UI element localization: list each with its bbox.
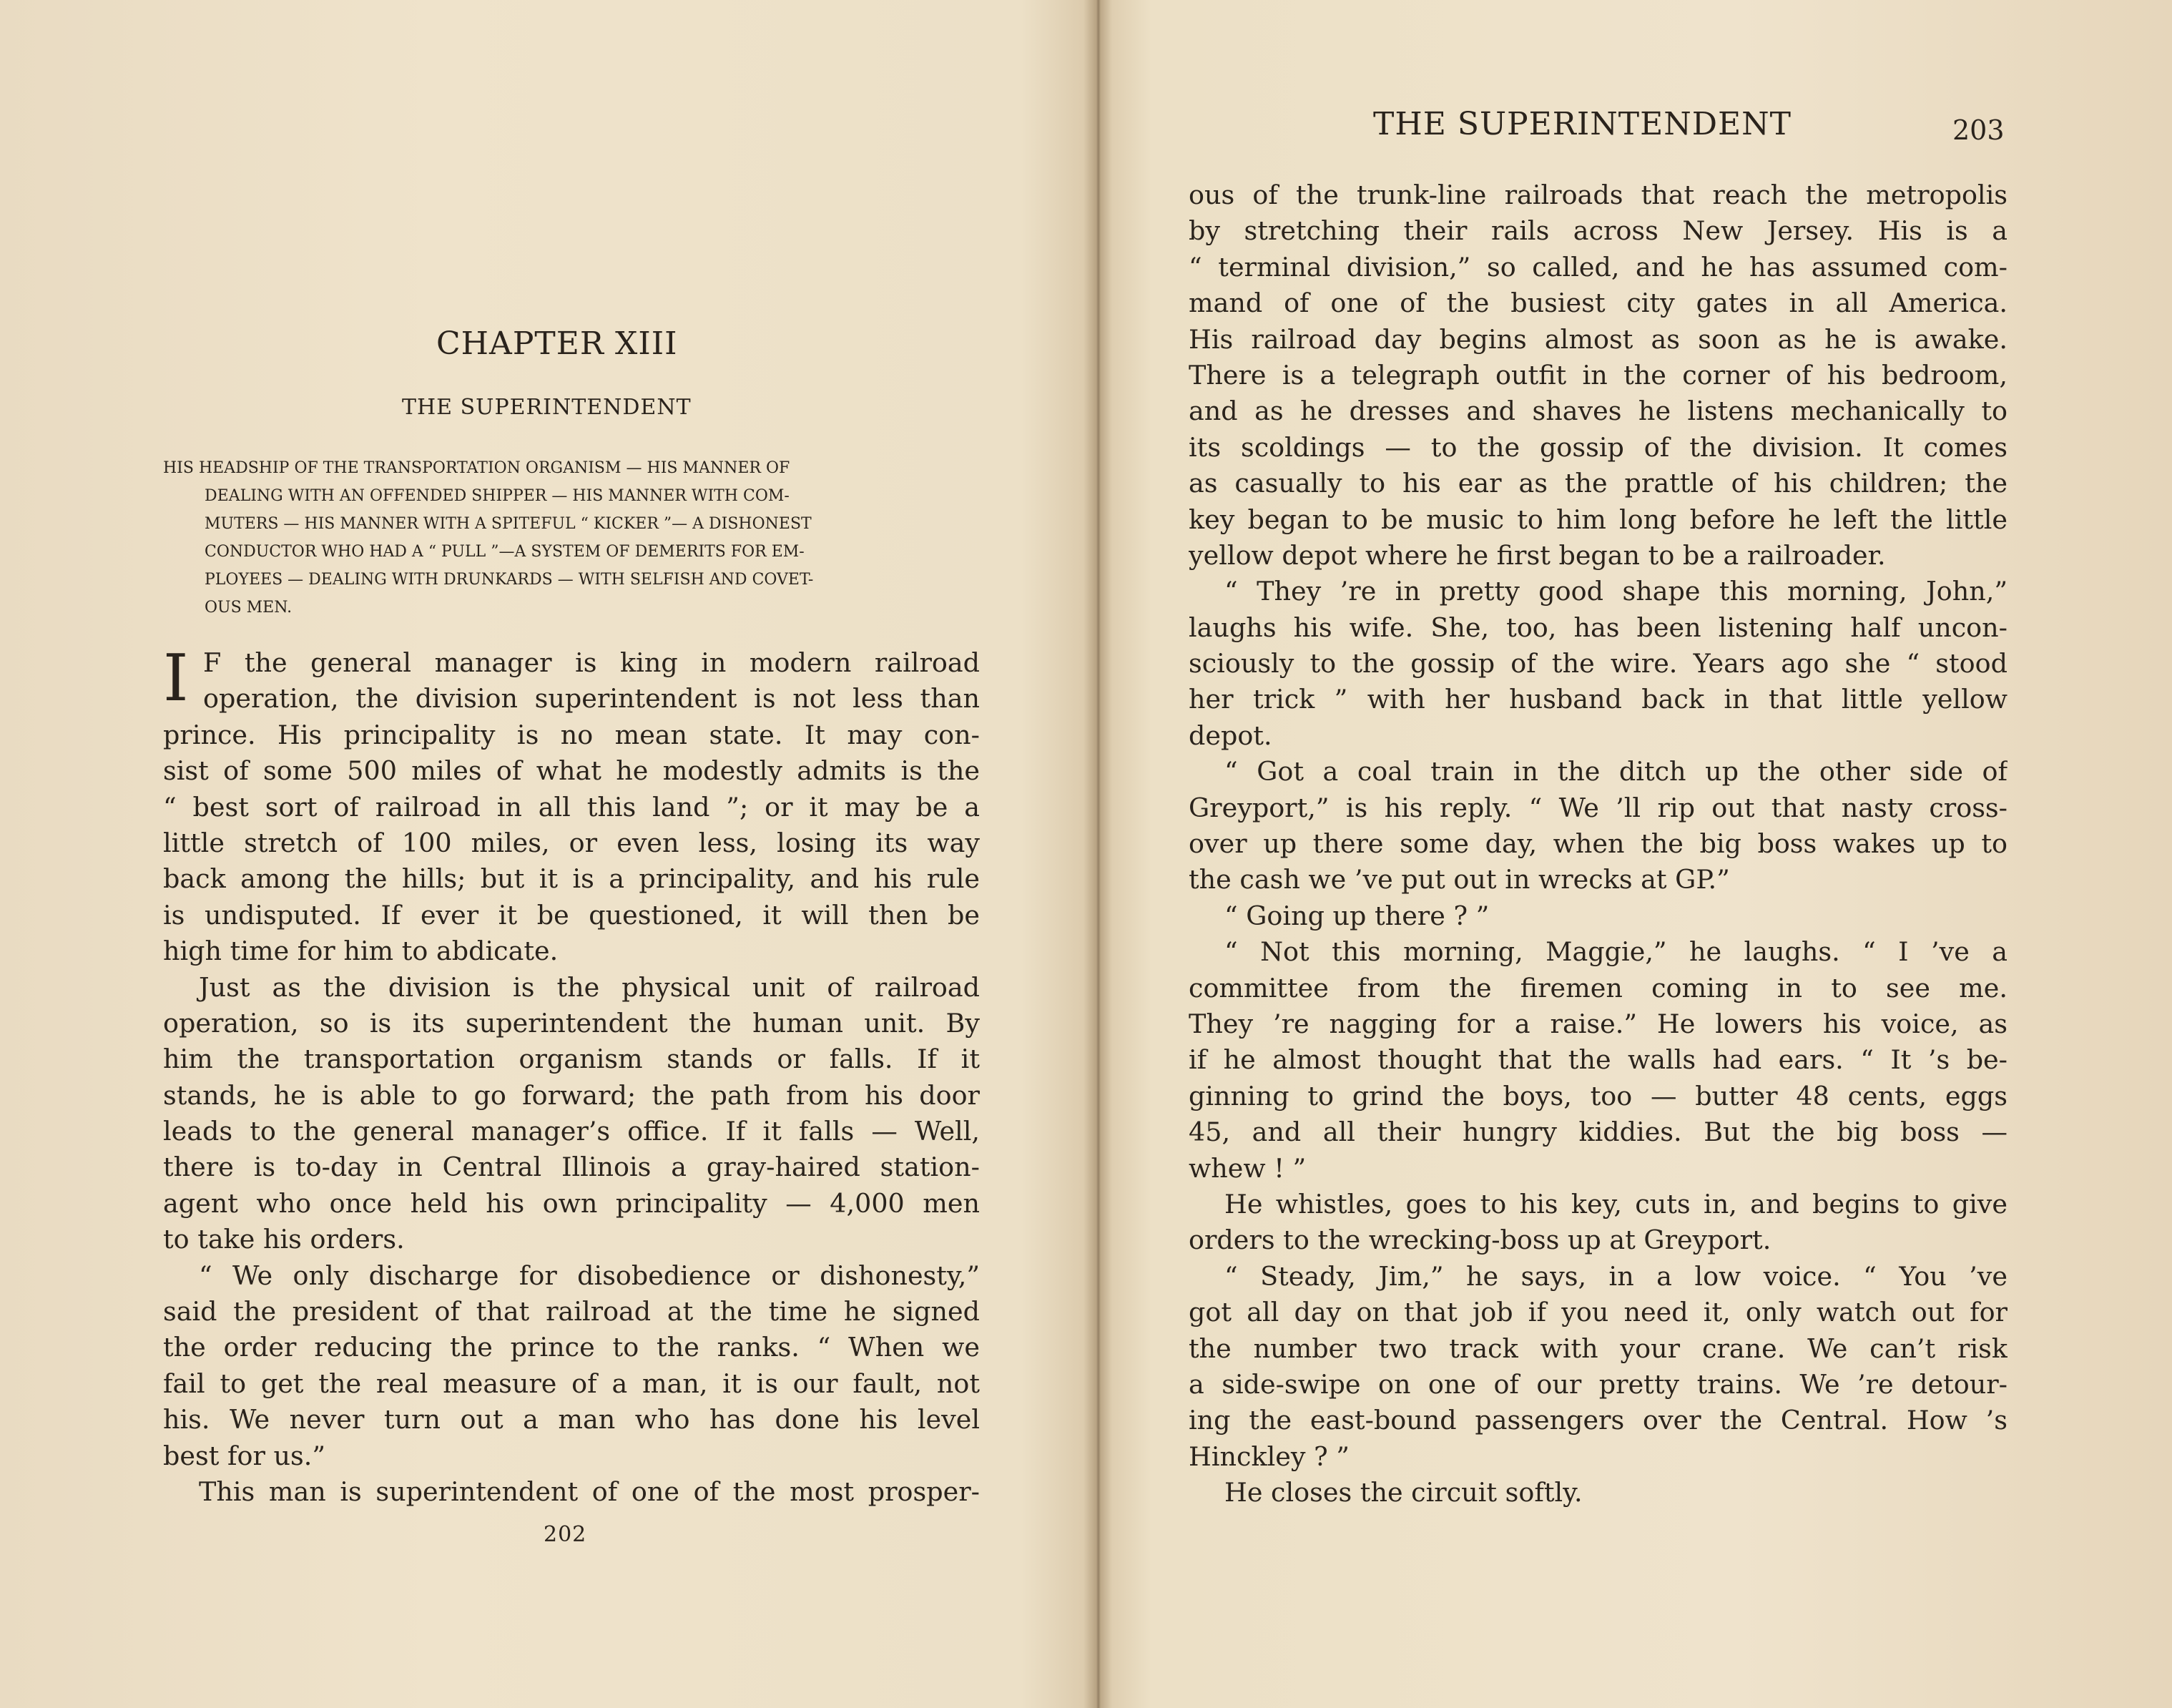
- book-gutter: [1083, 0, 1112, 1708]
- text-line: “ Got a coal train in the ditch up the other side of: [1224, 756, 2008, 787]
- text-line: orders to the wrecking-boss up at Greyport.: [1189, 1224, 1771, 1256]
- text-line: They ’re nagging for a raise.” He lowers his voice, as: [1189, 1008, 2008, 1039]
- text-line: and as he dresses and shaves he listens mechanically to: [1189, 396, 2008, 427]
- text-line: stands, he is able to go forward; the path from his door: [163, 1079, 980, 1111]
- page-number-left: 202: [544, 1522, 587, 1547]
- text-line: “ best sort of railroad in all this land ”; or it may be a: [163, 791, 980, 823]
- drop-cap: I: [163, 641, 189, 716]
- text-line: 45, and all their hungry kiddies. But the big boss —: [1189, 1116, 2008, 1148]
- text-line: yellow depot where he first began to be a railroader.: [1189, 539, 1886, 571]
- text-line: to take his orders.: [163, 1224, 405, 1255]
- text-line: said the president of that railroad at the time he signed: [163, 1296, 980, 1327]
- synopsis-line: MUTERS — HIS MANNER WITH A SPITEFUL “ KICKER ”— A DISHONEST: [205, 515, 812, 533]
- text-line: his. We never turn out a man who has done his level: [163, 1404, 980, 1435]
- text-line: He whistles, goes to his key, cuts in, and begins to give: [1224, 1188, 2008, 1219]
- text-line: mand of one of the busiest city gates in all America.: [1189, 288, 2008, 319]
- text-line: Just as the division is the physical unit of railroad: [199, 971, 980, 1003]
- text-line: the order reducing the prince to the ranks. “ When we: [163, 1332, 980, 1363]
- text-line: Hinckley ? ”: [1189, 1440, 1350, 1472]
- text-line: Greyport,” is his reply. “ We ’ll rip out that nasty cross-: [1189, 792, 2008, 823]
- synopsis-line: HIS HEADSHIP OF THE TRANSPORTATION ORGANISM — HIS MANNER OF: [163, 459, 790, 477]
- text-line: the number two track with your crane. We can’t risk: [1189, 1332, 2008, 1364]
- text-line: prince. His principality is no mean state. It may con-: [163, 719, 980, 750]
- text-line: operation, so is its superintendent the human unit. By: [163, 1007, 980, 1039]
- chapter-subtitle: THE SUPERINTENDENT: [402, 395, 692, 420]
- text-line: “ They ’re in pretty good shape this morning, John,”: [1224, 576, 2008, 607]
- text-line: high time for him to abdicate.: [163, 936, 559, 967]
- right-page-text: [1189, 177, 2008, 1511]
- text-line: as casually to his ear as the prattle of his children; the: [1189, 468, 2008, 499]
- text-line: fail to get the real measure of a man, it is our fault, not: [163, 1368, 980, 1399]
- text-line: key began to be music to him long before he left the little: [1189, 504, 2008, 535]
- text-line: her trick ” with her husband back in that little yellow: [1189, 684, 2008, 715]
- text-line: by stretching their rails across New Jersey. His is a: [1189, 215, 2008, 247]
- text-line: agent who once held his own principality — 4,000 men: [163, 1187, 980, 1219]
- text-line: him the transportation organism stands or falls. If it: [163, 1044, 980, 1075]
- text-line: “ terminal division,” so called, and he has assumed com-: [1189, 251, 2008, 283]
- page-number-right: 203: [1952, 114, 2005, 146]
- text-line: laughs his wife. She, too, has been listening half uncon-: [1189, 612, 2008, 643]
- running-head: THE SUPERINTENDENT: [1373, 106, 1792, 142]
- text-line: if he almost thought that the walls had ears. “ It ’s be-: [1189, 1044, 2008, 1076]
- left-page-text: [163, 645, 980, 1510]
- synopsis-line: OUS MEN.: [205, 599, 293, 617]
- text-line: There is a telegraph outfit in the corner of his bedroom,: [1189, 359, 2008, 391]
- text-line: is undisputed. If ever it be questioned, it will then be: [163, 899, 980, 931]
- text-line: over up there some day, when the big boss wakes up to: [1189, 828, 2008, 860]
- chapter-synopsis: [163, 454, 980, 622]
- text-line: “ Going up there ? ”: [1224, 900, 1490, 931]
- text-line: little stretch of 100 miles, or even less, losing its way: [163, 827, 980, 858]
- text-line: leads to the general manager’s office. If it falls — Well,: [163, 1116, 980, 1147]
- text-line: sist of some 500 miles of what he modestly admits is the: [163, 755, 980, 787]
- text-line: depot.: [1189, 720, 1272, 751]
- text-line: a side-swipe on one of our pretty trains. We ’re detour-: [1189, 1368, 2008, 1400]
- text-line: got all day on that job if you need it, only watch out for: [1189, 1297, 2008, 1328]
- text-line: ginning to grind the boys, too — butter 48 cents, eggs: [1189, 1080, 2008, 1111]
- text-line: the cash we ’ve put out in wrecks at GP.”: [1189, 864, 1730, 895]
- text-line: He closes the circuit softly.: [1224, 1477, 1583, 1508]
- text-line: sciously to the gossip of the wire. Years ago she “ stood: [1189, 648, 2008, 679]
- synopsis-line: CONDUCTOR WHO HAD A “ PULL ”—A SYSTEM OF DEMERITS FOR EM-: [205, 543, 805, 561]
- synopsis-line: PLOYEES — DEALING WITH DRUNKARDS — WITH SELFISH AND COVET-: [205, 571, 814, 589]
- text-line: its scoldings — to the gossip of the division. It comes: [1189, 431, 2008, 463]
- text-line: committee from the firemen coming in to see me.: [1189, 972, 2008, 1003]
- text-line: ing the east-bound passengers over the Central. How ’s: [1189, 1405, 2008, 1436]
- synopsis-line: DEALING WITH AN OFFENDED SHIPPER — HIS MANNER WITH COM-: [205, 487, 790, 505]
- text-line: F the general manager is king in modern railroad: [203, 647, 980, 678]
- text-line: His railroad day begins almost as soon as he is awake.: [1189, 323, 2008, 355]
- text-line: “ Not this morning, Maggie,” he laughs. “ I ’ve a: [1224, 936, 2008, 968]
- text-line: This man is superintendent of one of the most prosper-: [199, 1476, 980, 1507]
- text-line: ous of the trunk-line railroads that reach the metropolis: [1189, 180, 2008, 210]
- text-line: best for us.”: [163, 1440, 326, 1471]
- text-line: there is to-day in Central Illinois a gray-haired station-: [163, 1152, 980, 1183]
- text-line: “ We only discharge for disobedience or dishonesty,”: [199, 1260, 980, 1291]
- text-line: whew ! ”: [1189, 1152, 1307, 1184]
- chapter-title: CHAPTER XIII: [436, 325, 678, 362]
- text-line: “ Steady, Jim,” he says, in a low voice. “ You ’ve: [1224, 1260, 2008, 1292]
- text-line: back among the hills; but it is a principality, and his rule: [163, 863, 980, 895]
- text-line: operation, the division superintendent is not less than: [203, 683, 980, 715]
